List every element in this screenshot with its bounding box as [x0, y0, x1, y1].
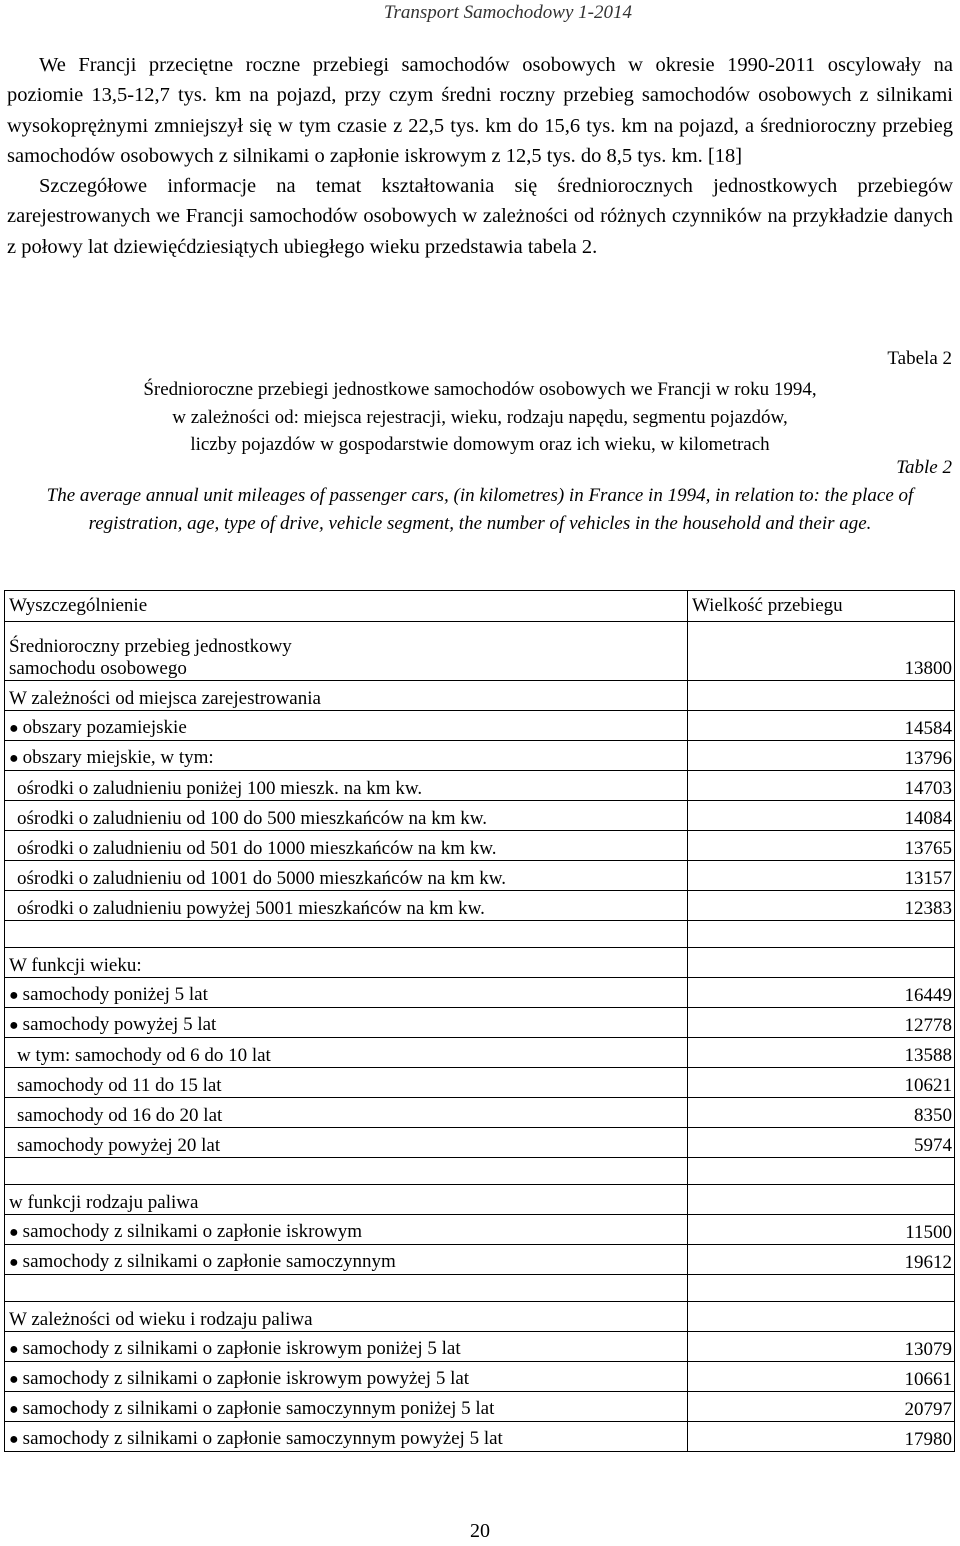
row-value: 11500 — [688, 1215, 955, 1245]
intro-paragraph-1: We Francji przeciętne roczne przebiegi samochodów osobowych w okresie 1990-2011 oscylowały na poziomie 13,5-12,7 tys. km na pojazd, przy czym średni roczny przebieg samochodów osobowych z silnikami wysokoprężnymi zmniejszył się w tym czasie z 22,5 tys. km do 15,6 tys. km na pojazd, a średnioroczny przebieg samochodów osobowych z silnikami o zapłonie iskrowym z 12,5 tys. do 8,5 tys. km. [18] — [7, 54, 953, 167]
row-value: 13796 — [688, 741, 955, 771]
spacer-cell — [688, 921, 955, 948]
average-value: 13800 — [688, 622, 955, 681]
row-label: ● samochody z silnikami o zapłonie samoczynnym poniżej 5 lat — [5, 1392, 688, 1422]
page-number: 20 — [470, 1520, 490, 1542]
row-label: w tym: samochody od 6 do 10 lat — [5, 1038, 688, 1068]
table-row — [5, 1215, 955, 1245]
table-row — [5, 1068, 955, 1098]
row-value: 19612 — [688, 1245, 955, 1275]
table-row — [5, 978, 955, 1008]
row-value: 16449 — [688, 978, 955, 1008]
row-label: ● samochody z silnikami o zapłonie iskrowym powyżej 5 lat — [5, 1362, 688, 1392]
row-value: 17980 — [688, 1422, 955, 1452]
col-header-mileage: Wielkość przebiegu — [688, 591, 955, 622]
journal-header: Transport Samochodowy 1-2014 — [383, 2, 632, 23]
row-label: ● samochody z silnikami o zapłonie iskrowym — [5, 1215, 688, 1245]
table-row — [5, 1422, 955, 1452]
table-row — [5, 771, 955, 801]
section-title: W zależności od miejsca zarejestrowania — [5, 681, 688, 711]
table-row-average — [5, 622, 955, 681]
section-title-row — [5, 1302, 955, 1332]
row-label: samochody powyżej 20 lat — [5, 1128, 688, 1158]
section-title-row — [5, 1185, 955, 1215]
average-label-line-2: samochodu osobowego — [9, 658, 187, 679]
spacer-cell — [688, 1158, 955, 1185]
table-row — [5, 1008, 955, 1038]
table-row — [5, 1038, 955, 1068]
mileage-table — [4, 590, 955, 1452]
table-row — [5, 891, 955, 921]
row-label: ● obszary miejskie, w tym: — [5, 741, 688, 771]
row-label: samochody od 11 do 15 lat — [5, 1068, 688, 1098]
section-title: W funkcji wieku: — [5, 948, 688, 978]
average-label — [5, 622, 688, 681]
row-value: 10661 — [688, 1362, 955, 1392]
intro-text — [7, 50, 953, 262]
empty-cell — [688, 948, 955, 978]
spacer-row — [5, 921, 955, 948]
row-value: 13588 — [688, 1038, 955, 1068]
table-row — [5, 1332, 955, 1362]
row-label: ośrodki o zaludnieniu powyżej 5001 mieszkańców na km kw. — [5, 891, 688, 921]
row-value: 12383 — [688, 891, 955, 921]
table-label-en: Table 2 — [896, 457, 952, 478]
row-label: ● samochody z silnikami o zapłonie iskrowym poniżej 5 lat — [5, 1332, 688, 1362]
table-row — [5, 1392, 955, 1422]
row-value: 20797 — [688, 1392, 955, 1422]
section-title: W zależności od wieku i rodzaju paliwa — [5, 1302, 688, 1332]
row-value: 5974 — [688, 1128, 955, 1158]
table-title-en: The average annual unit mileages of passenger cars, (in kilometres) in France in 1994, in relation to: the place of registration, age, type of drive, vehicle segment, the number of vehicles in the household and their age. — [46, 485, 914, 534]
average-label-line-1: Średnioroczny przebieg jednostkowy — [9, 636, 292, 657]
table-title-pl-line-3: liczby pojazdów w gospodarstwie domowym oraz ich wieku, w kilometrach — [190, 434, 770, 455]
row-label: ● obszary pozamiejskie — [5, 711, 688, 741]
row-label: ośrodki o zaludnieniu od 501 do 1000 mieszkańców na km kw. — [5, 831, 688, 861]
table-title-pl-line-2: w zależności od: miejsca rejestracji, wieku, rodzaju napędu, segmentu pojazdów, — [172, 406, 788, 428]
empty-cell — [688, 1185, 955, 1215]
spacer-row — [5, 1275, 955, 1302]
row-label: ● samochody poniżej 5 lat — [5, 978, 688, 1008]
section-title: w funkcji rodzaju paliwa — [5, 1185, 688, 1215]
row-label: ośrodki o zaludnieniu poniżej 100 mieszk. na km kw. — [5, 771, 688, 801]
table-row — [5, 711, 955, 741]
table-row — [5, 831, 955, 861]
row-value: 14084 — [688, 801, 955, 831]
row-label: ośrodki o zaludnieniu od 1001 do 5000 mieszkańców na km kw. — [5, 861, 688, 891]
table-row — [5, 861, 955, 891]
row-value: 14584 — [688, 711, 955, 741]
row-label: ośrodki o zaludnieniu od 100 do 500 mieszkańców na km kw. — [5, 801, 688, 831]
spacer-cell — [5, 1158, 688, 1185]
row-value: 12778 — [688, 1008, 955, 1038]
row-value: 13079 — [688, 1332, 955, 1362]
row-value: 13765 — [688, 831, 955, 861]
table-title-pl-line-1: Średnioroczne przebiegi jednostkowe samochodów osobowych we Francji w roku 1994, — [143, 379, 817, 400]
row-value: 8350 — [688, 1098, 955, 1128]
table-label-pl: Tabela 2 — [887, 348, 952, 369]
table-header-row — [5, 591, 955, 622]
section-title-row — [5, 948, 955, 978]
row-label: samochody od 16 do 20 lat — [5, 1098, 688, 1128]
table-row — [5, 1098, 955, 1128]
table-row — [5, 741, 955, 771]
table-row — [5, 1362, 955, 1392]
spacer-row — [5, 1158, 955, 1185]
row-label: ● samochody powyżej 5 lat — [5, 1008, 688, 1038]
table-row — [5, 801, 955, 831]
spacer-cell — [5, 1275, 688, 1302]
empty-cell — [688, 1302, 955, 1332]
table-row — [5, 1128, 955, 1158]
empty-cell — [688, 681, 955, 711]
intro-paragraph-2: Szczegółowe informacje na temat kształtowania się średniorocznych jednostkowych przebiegów zarejestrowanych we Francji samochodów osobowych w zależności od różnych czynników na przykładzie danych z połowy lat dziewięćdziesiątych ubiegłego wieku przedstawia tabela 2. — [7, 175, 953, 258]
row-value: 14703 — [688, 771, 955, 801]
row-label: ● samochody z silnikami o zapłonie samoczynnym powyżej 5 lat — [5, 1422, 688, 1452]
table-title-pl — [0, 376, 960, 459]
row-value: 13157 — [688, 861, 955, 891]
section-title-row — [5, 681, 955, 711]
row-label: ● samochody z silnikami o zapłonie samoczynnym — [5, 1245, 688, 1275]
spacer-cell — [688, 1275, 955, 1302]
spacer-cell — [5, 921, 688, 948]
table-row — [5, 1245, 955, 1275]
row-value: 10621 — [688, 1068, 955, 1098]
col-header-specification: Wyszczególnienie — [5, 591, 688, 622]
